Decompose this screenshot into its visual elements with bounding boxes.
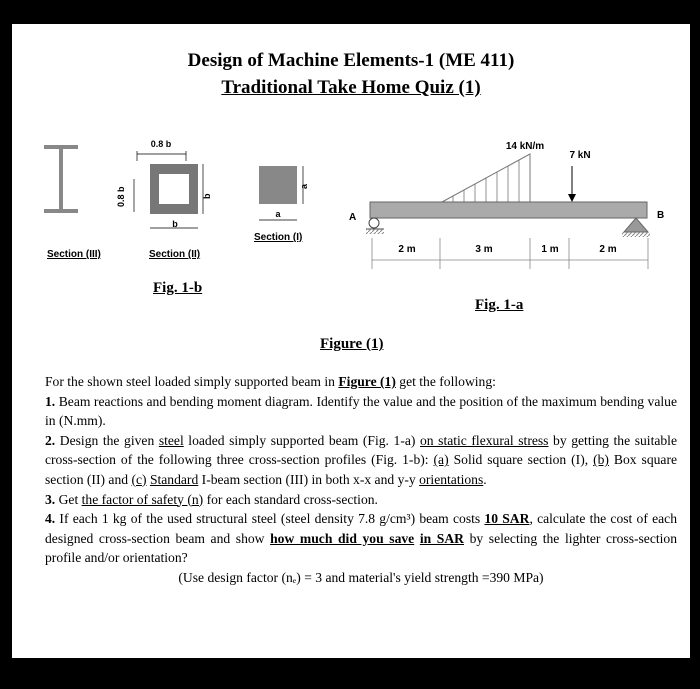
support-a-label: A: [349, 212, 357, 223]
i-beam-bottom-flange: [44, 209, 78, 213]
solid-square: [259, 166, 297, 204]
section-iii-i-beam-diagram: [44, 145, 78, 213]
figure-caption: Figure (1): [320, 336, 384, 352]
document-title: Design of Machine Elements-1 (ME 411): [187, 50, 515, 71]
point-load-arrowhead: [568, 194, 576, 202]
span-2-label: 3 m: [475, 244, 493, 255]
dim-a-side: a: [299, 183, 309, 189]
beam: [370, 202, 647, 218]
fig-1b-caption: Fig. 1-b: [153, 280, 203, 296]
figure-reference: Figure (1): [338, 374, 396, 389]
point-load-label: 7 kN: [569, 150, 591, 161]
question-3: 3. Get the factor of safety (n) for each standard cross-section.: [45, 491, 378, 507]
i-beam-web: [59, 149, 63, 209]
problem-statement: [45, 372, 677, 588]
section-i-solid-square-diagram: [259, 166, 309, 220]
i-beam-top-flange: [44, 145, 78, 149]
distributed-load-label: 14 kN/m: [505, 141, 545, 152]
support-b-label: B: [657, 210, 665, 221]
dim-b-bottom: b: [172, 219, 178, 229]
fig-1a-caption: Fig. 1-a: [475, 297, 524, 313]
question-4: 4. If each 1 kg of the used structural steel (steel density 7.8 g/cm³) beam costs 10 SAR, calculate the cost of each designed cross-section beam and show how much did you save in SAR by selecting the lighter cross-section profile and/or orientation?: [45, 511, 678, 566]
section-ii-label: Section (II): [149, 249, 201, 260]
span-4-label: 2 m: [599, 244, 617, 255]
box-inner: [159, 174, 189, 204]
span-3-label: 1 m: [541, 244, 559, 255]
question-2: 2. Design the given steel loaded simply supported beam (Fig. 1-a) on static flexural stress by getting the suitable cross-section of the following three cross-section profiles (Fig. 1-b): (a) Solid square section (I), (b) Box square section (II) and (c) Standard I-beam section (III) in both x-x and y-y orientations.: [45, 432, 678, 487]
question-1: 1. Beam reactions and bending moment diagram. Identify the value and the position of the maximum bending value in (N.mm).: [45, 393, 677, 429]
section-ii-box-diagram: [116, 139, 212, 229]
dim-b-side: b: [202, 193, 212, 199]
intro-paragraph: For the shown steel loaded simply supported beam in Figure (1) get the following:: [45, 374, 496, 389]
dim-0-8b-side: 0.8 b: [116, 186, 126, 207]
span-1-label: 2 m: [398, 244, 416, 255]
distributed-load-arrows: [453, 160, 519, 202]
document-page: [12, 24, 690, 658]
support-a-pin: [369, 218, 379, 228]
beam-diagram: [349, 141, 664, 269]
dim-0-8b-top: 0.8 b: [150, 139, 172, 149]
support-b-roller: [624, 218, 648, 232]
dim-a-bottom: a: [275, 209, 281, 219]
section-i-label: Section (I): [254, 232, 303, 243]
design-note: (Use design factor (nₑ) = 3 and material's yield strength =390 MPa): [178, 569, 544, 585]
document-subtitle: Traditional Take Home Quiz (1): [221, 77, 481, 98]
section-iii-label: Section (III): [47, 249, 101, 260]
